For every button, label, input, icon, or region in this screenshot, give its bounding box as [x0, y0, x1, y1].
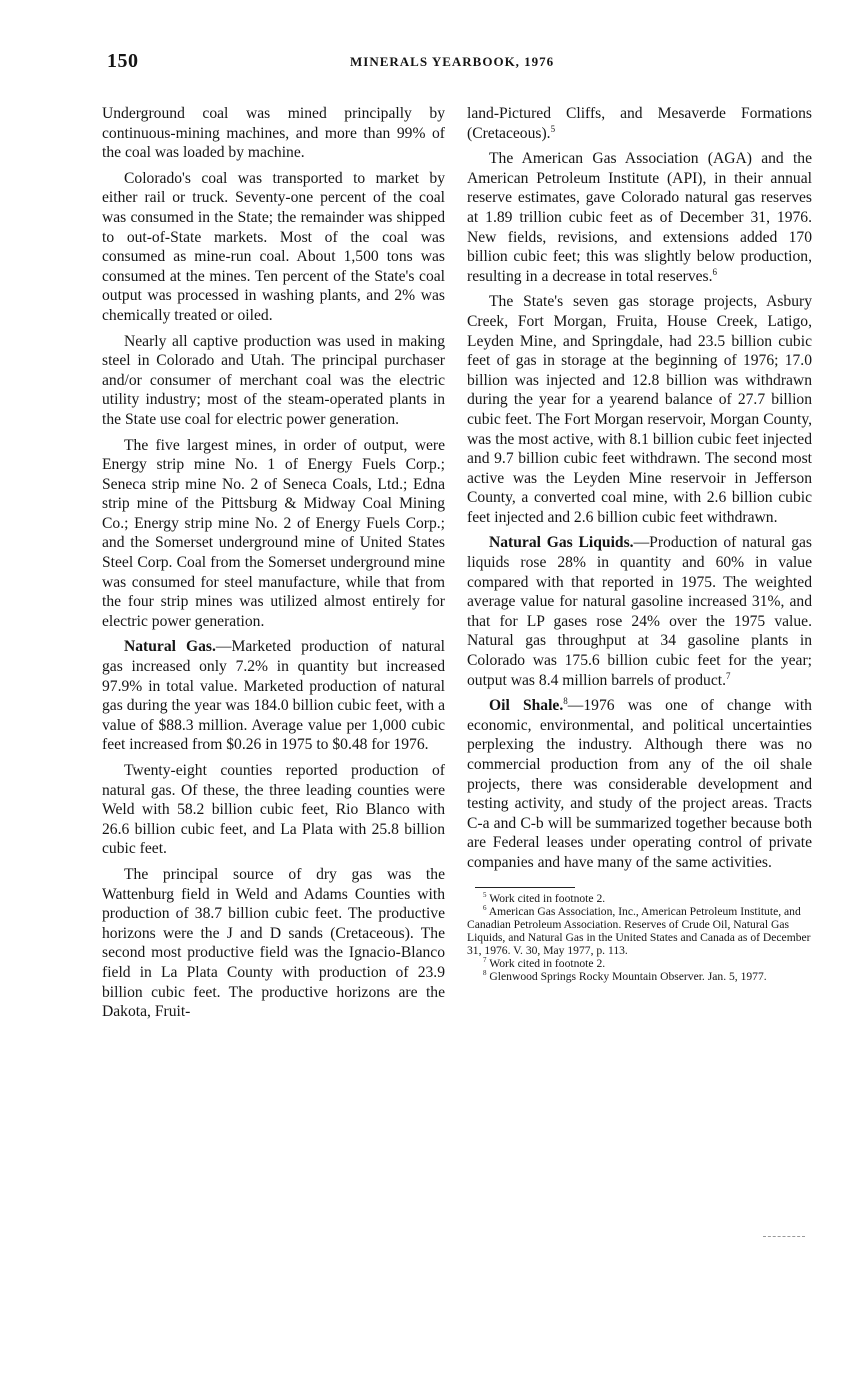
footnote-ref-8: 8 — [563, 696, 568, 707]
page-end-mark — [763, 1236, 805, 1237]
footnote: $^7$ Work cited in footnote 2. — [483, 955, 606, 970]
page-header — [0, 0, 858, 90]
footnote: $^5$ Work cited in footnote 2. — [483, 890, 606, 905]
footnote-ref-7: 7 — [726, 670, 731, 681]
paragraph-dry-gas: The principal source of dry gas was the Wattenburg field in Weld and Adams Counties with production of 38.7 billion cubic feet. The productive horizons were the J and D sands (Cretaceous). The second most productive field was the Ignacio-Blanco field in La Plata County with production of 23.9 billion cubic feet. The productive horizons are the Dakota, Fruit- — [102, 865, 445, 1021]
section-natural-gas-liquids — [467, 533, 812, 690]
paragraph-counties: Twenty-eight counties reported production of natural gas. Of these, the three leading counties were Weld with 58.2 billion cubic feet, Rio Blanco with 26.6 billion cubic feet, and La Plata with 25.8 billion cubic feet. — [102, 762, 445, 858]
natural-gas-text: —Marketed production of natural gas increased only 7.2% in quantity but increased 97.9% in total value. Marketed production of natural gas during the year was 184.0 billion cubic feet, with a value of $88.3 million. Average value per 1,000 cubic feet increased from $0.26 in 1975 to $0.48 for 1976. — [102, 638, 445, 754]
footnote: $^8$ Glenwood Springs Rocky Mountain Observer. Jan. 5, 1977. — [483, 968, 767, 983]
footnote-ref-5: 5 — [550, 123, 556, 134]
paragraph-reserves: The American Gas Association (AGA) and the American Petroleum Institute (API), in their annual reserve estimates, gave Colorado natural gas reserves at 1.89 trillion cubic feet as of December 31, 1976. New fields, revisions, and extensions added 170 billion cubic feet; this was slightly below production, resulting in a decrease in total reserves.$^6$ — [467, 150, 812, 285]
running-title: MINERALS YEARBOOK, 1976 — [350, 54, 555, 69]
heading-oil-shale: Oil Shale. — [489, 697, 564, 715]
heading-natural-gas: Natural Gas. — [124, 638, 216, 656]
footnote-divider — [475, 887, 575, 888]
oil-shale-text: —1976 was one of change with economic, environmental, and political uncertainties perplexing the industry. Although there was no commercial production from any of the oil shale projects, there was considerable development and testing activity, and study of the project areas. Tracts C-a and C-b will be summarized together because both are Federal leases under operating control of private companies and have many of the same activities. — [467, 697, 812, 871]
natural-gas-liquids-text: —Production of natural gas liquids rose 28% in quantity and 60% in value compared with that reported in 1975. The weighted average value for natural gasoline increased 31%, and that for LP gases rose 24% over the 1975 value. Natural gas throughput at 34 gasoline plants in Colorado was 175.6 billion cubic feet for the year; output was 8.4 million barrels of product. — [467, 534, 812, 689]
paragraph-coal-transport: Colorado's coal was transported to market by either rail or truck. Seventy-one percent of the coal was consumed in the State; the remainder was shipped to out-of-State markets. Most of the coal was consumed as mine-run coal. About 1,500 tons was consumed at the mines. Ten percent of the State's coal output was processed in washing plants, and 2% was chemically treated or oiled. — [102, 169, 445, 324]
right-column — [467, 104, 812, 983]
heading-natural-gas-liquids: Natural Gas Liquids. — [489, 534, 634, 552]
footnote: $^6$ American Gas Association, Inc., American Petroleum Institute, and Canadian Petroleum Association. Reserves of Crude Oil, Natural Gas Liquids, and Natural Gas in the United States and Canada as of December 31, 1976. V. 30, May 1977, p. 113. — [467, 903, 811, 957]
paragraph-captive-production: Nearly all captive production was used in making steel in Colorado and Utah. The principal purchaser and/or consumer of merchant coal was the electric utility industry; most of the steam-operated plants in the State use coal for electric power generation. — [102, 332, 445, 428]
paragraph-gas-storage: The State's seven gas storage projects, Asbury Creek, Fort Morgan, Fruita, House Creek, Latigo, Leyden Mine, and Springdale, had 23.5 billion cubic feet of gas in storage at the beginning of 1976; 17.0 billion was injected and 12.8 billion was withdrawn during the year for a yearend balance of 27.7 billion cubic feet. The Fort Morgan reservoir, Morgan County, was the most active, with 8.1 billion cubic feet injected and 9.7 billion cubic feet withdrawn. The second most active was the Leyden Mine reservoir in Jefferson County, a converted coal mine, with 2.6 billion cubic feet injected and 2.6 billion cubic feet withdrawn. — [467, 293, 812, 526]
left-column — [102, 104, 445, 1028]
section-natural-gas — [102, 637, 445, 755]
paragraph-mining-methods: Underground coal was mined principally by continuous-mining machines, and more than 99% of the coal was loaded by machine. — [102, 105, 445, 162]
paragraph-largest-mines: The five largest mines, in order of output, were Energy strip mine No. 1 of Energy Fuels Corp.; Seneca strip mine No. 2 of Seneca Coals, Ltd.; Edna strip mine of the Pittsburg & Midway Coal Mining Co.; Energy strip mine No. 2 of Energy Fuels Corp.; and the Somerset underground mine of United States Steel Corp. Coal from the Somerset underground mine was consumed for steel manufacture, while that from the four strip mines was utilized almost entirely for electric power generation. — [102, 436, 445, 630]
page-number: 150 — [107, 50, 139, 72]
footnote-ref-6: 6 — [712, 266, 718, 277]
paragraph-formations: land-Pictured Cliffs, and Mesaverde Formations (Cretaceous).$^5$ — [467, 105, 812, 142]
section-oil-shale — [467, 696, 812, 872]
footnotes — [467, 892, 812, 983]
